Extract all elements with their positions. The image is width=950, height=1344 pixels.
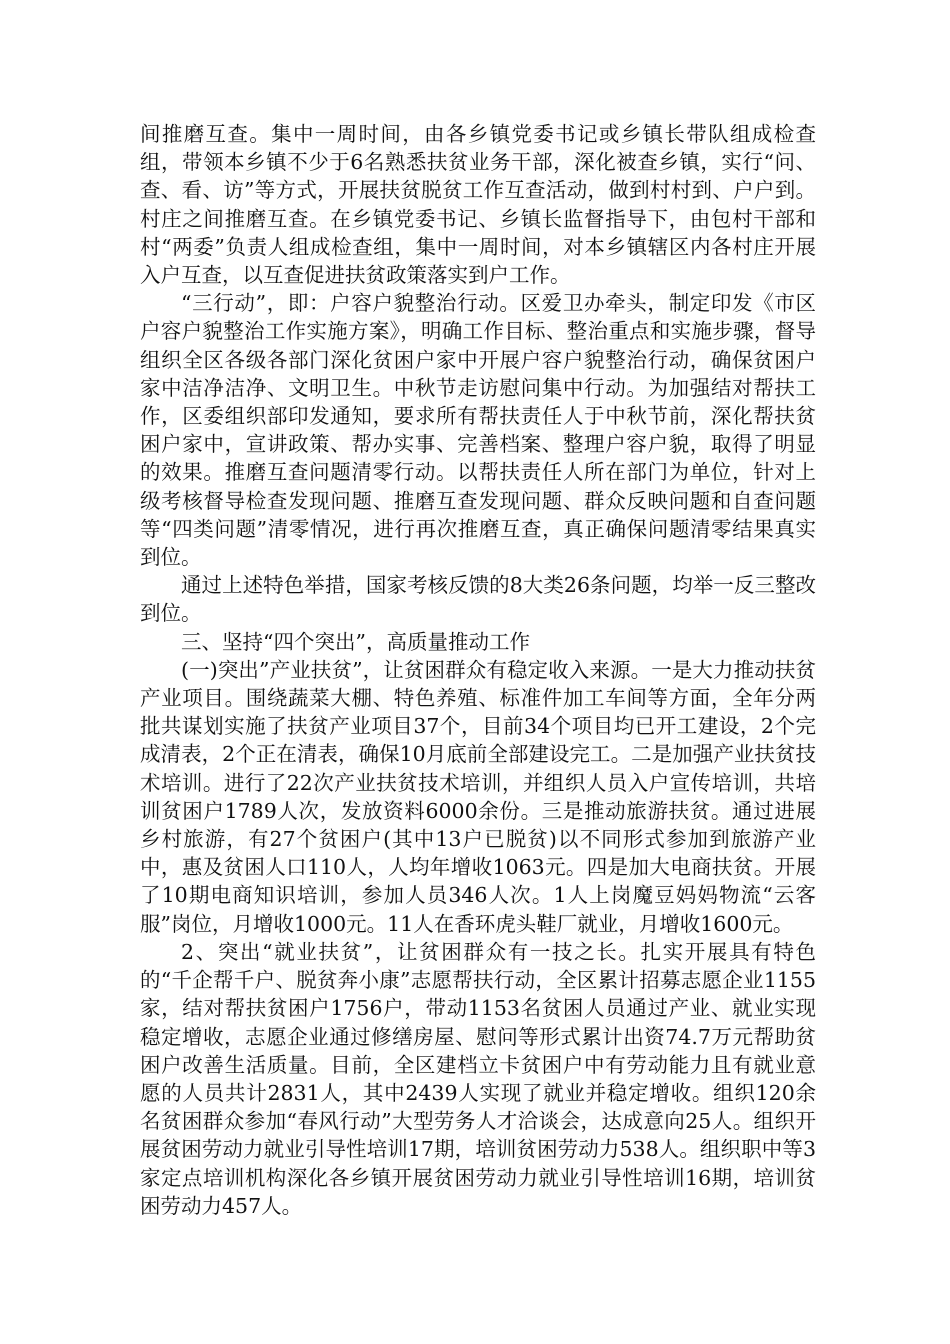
paragraph-rectification-summary: 通过上述特色举措，国家考核反馈的8大类26条问题，均举一反三整改到位。 <box>140 573 816 626</box>
paragraph-industry-poverty-alleviation: (一)突出”产业扶贫”，让贫困群众有稳定收入来源。一是大力推动扶贫产业项目。围绕蔬菜大棚、特色养殖、标准件加工车间等方面，全年分两批共谋划实施了扶贫产业项目37个，目前34个项目均已开工建设，2个完成清表，2个正在清表，确保10月底前全部建设完工。二是加强产业扶贫技术培训。进行了22次产业扶贫技术培训，并组织人员入户宣传培训，共培训贫困户1789人次，发放资料6000余份。三是推动旅游扶贫。通过进展乡村旅游，有27个贫困户(其中13户已脱贫)以不同形式参加到旅游产业中，惠及贫困人口110人，人均年增收1063元。四是加大电商扶贫。开展了10期电商知识培训，参加人员346人次。1人上岗魔豆妈妈物流“云客服”岗位，月增收1000元。11人在香环虎头鞋厂就业，月增收1600元。 <box>140 657 816 936</box>
paragraph-peer-review: 间推磨互查。集中一周时间，由各乡镇党委书记或乡镇长带队组成检查组，带领本乡镇不少于6名熟悉扶贫业务干部，深化被查乡镇，实行“问、查、看、访”等方式，开展扶贫脱贫工作互查活动，做到村村到、户户到。村庄之间推磨互查。在乡镇党委书记、乡镇长监督指导下，由包村干部和村“两委”负责人组成检查组，集中一周时间，对本乡镇辖区内各村庄开展入户互查，以互查促进扶贫政策落实到户工作。 <box>140 122 816 288</box>
document-page <box>140 120 816 1220</box>
section-heading-four-highlights: 三、坚持“四个突出”，高质量推动工作 <box>181 629 530 654</box>
paragraph-employment-poverty-alleviation: 2、突出“就业扶贫”，让贫困群众有一技之长。扎实开展具有特色的“千企帮千户、脱贫奔小康”志愿帮扶行动，全区累计招募志愿企业1155家，结对帮扶贫困户1756户，带动1153名贫困人员通过产业、就业实现稳定增收，志愿企业通过修缮房屋、慰问等形式累计出资74.7万元帮助贫困户改善生活质量。目前，全区建档立卡贫困户中有劳动能力且有就业意愿的人员共计2831人，其中2439人实现了就业并稳定增收。组织120余名贫困群众参加“春风行动”大型劳务人才洽谈会，达成意向25人。组织开展贫困劳动力就业引导性培训17期，培训贫困劳动力538人。组织职中等3家定点培训机构深化各乡镇开展贫困劳动力就业引导性培训16期，培训贫困劳动力457人。 <box>140 939 816 1218</box>
paragraph-three-actions: “三行动”，即：户容户貌整治行动。区爱卫办牵头，制定印发《市区户容户貌整治工作实施方案》，明确工作目标、整治重点和实施步骤，督导组织全区各级各部门深化贫困户家中开展户容户貌整治行动，确保贫困户家中洁净洁净、文明卫生。中秋节走访慰问集中行动。为加强结对帮扶工作，区委组织部印发通知，要求所有帮扶责任人于中秋节前，深化帮扶贫困户家中，宣讲政策、帮办实事、完善档案、整理户容户貌，取得了明显的效果。推磨互查问题清零行动。以帮扶责任人所在部门为单位，针对上级考核督导检查发现问题、推磨互查发现问题、群众反映问题和自查问题等“四类问题”清零情况，进行再次推磨互查，真正确保问题清零结果真实到位。 <box>140 291 816 570</box>
